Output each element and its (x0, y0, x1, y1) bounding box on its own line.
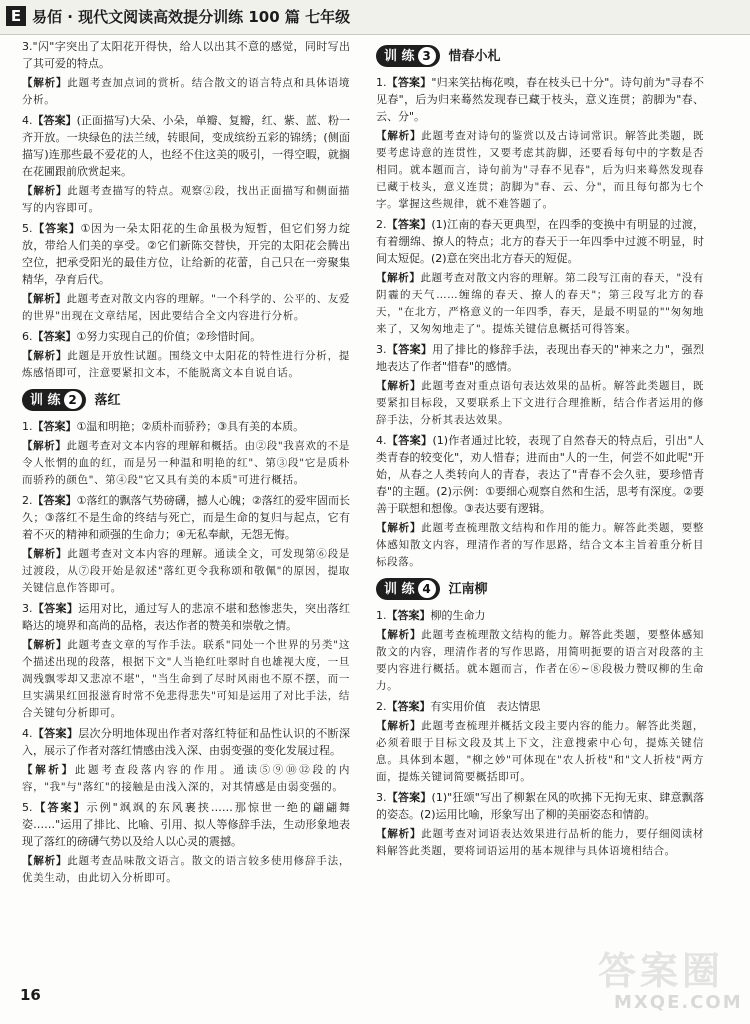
section-title: 惜春小札 (448, 48, 501, 64)
answer-item: 2.【答案】有实用价值 表达情思 (376, 700, 541, 713)
section-heading (376, 577, 704, 601)
watermark-logo: 答案圈 MXQE.COM (598, 949, 743, 1013)
section-heading (22, 388, 350, 412)
explanation-tag: 【解析】 (22, 440, 67, 452)
right-column (376, 38, 704, 863)
explanation-tag: 【解析】 (376, 828, 422, 840)
answer-tag: 【答案】 (386, 343, 433, 356)
answer-tag: 【答案】 (386, 76, 432, 89)
explanation-item: 【解析】此题考查对诗句的鉴赏以及古诗词常识。解答此类题，既要考虑诗意的连贯性，又要考虑其韵脚，还要看每句中的字数是否相同。就本题而言，诗句前为"寻春不见春"，后为归来蓦然发现春已藏于枝头，意义连贯；韵脚为"春、云、分"，而且每句都为七个字。掌握这些规律，就不难答题了。 (376, 130, 705, 210)
training-badge: 训 练 2 (22, 389, 86, 411)
explanation-tag: 【解析】 (376, 380, 422, 392)
explanation-item: 【解析】此题考查对散文内容的理解。"一个科学的、公平的、友爱的世界"出现在文章结尾，因此要结合全文内容进行分析。 (22, 293, 350, 322)
answer-item: 3.【答案】(1)"狂颂"写出了柳絮在风的吹拂下无拘无束、肆意飘落的姿态。(2)运用比喻，形象写出了柳的美丽姿态和情韵。 (376, 791, 705, 821)
explanation-tag: 【解析】 (22, 185, 68, 197)
explanation-tag: 【解析】 (22, 548, 68, 560)
explanation-item: 【解析】此题是开放性试题。围绕文中太阳花的特性进行分析，提炼感悟即可，注意要紧扣文本，不能脱离文本自说自话。 (22, 350, 351, 379)
training-number: 2 (64, 391, 82, 409)
explanation-item: 【解析】此题考查品味散文语言。散文的语言较多使用修辞手法，优美生动，由此切入分析即可。 (22, 855, 351, 884)
explanation-item: 【解析】此题考查加点词的赏析。结合散文的语言特点和具体语境分析。 (22, 77, 351, 106)
answer-tag: 【答案】 (32, 494, 77, 507)
explanation-tag: 【解析】 (22, 77, 68, 89)
explanation-tag: 【解析】 (376, 522, 422, 534)
explanation-item: 【解析】此题考查对文本内容的理解和概括。由②段"我喜欢的不是令人怅惘的血的红，而是另一种温和明艳的红"、第③段"它是质朴而骄矜的颜色"、第④段"它又具有美的本质"可进行概括。 (22, 440, 350, 486)
answer-tag: 【答案】 (386, 791, 432, 804)
explanation-item: 【解析】此题考查梳理散文结构和作用的能力。解答此类题，要整体感知散文内容，理清作者的写作思路，结合文本主旨着重分析目标段落。 (376, 522, 705, 568)
answer-item: 4.【答案】层次分明地体现出作者对落红特征和品性认识的不断深入，展示了作者对落红情感由浅入深、由弱变强的变化发展过程。 (22, 727, 351, 757)
answer-item: 2.【答案】①落红的飘落气势磅礴，撼人心魄；②落红的爱牢固而长久；③落红不是生命的终结与死亡，而是生命的复归与起点，它有着不灭的精神和顽强的生命力；④无私奉献，无怨无悔。 (22, 494, 350, 541)
answer-item: 3.【答案】运用对比，通过写人的悲凉不堪和愁惨悲失，突出落红略达的境界和高尚的品格，表达作者的赞美和崇敬之情。 (22, 602, 351, 632)
answer-tag: 【答案】 (386, 700, 431, 713)
training-number: 4 (418, 580, 436, 598)
section-title: 落红 (94, 392, 121, 408)
section-title: 江南柳 (448, 581, 488, 597)
page-header (0, 0, 750, 35)
explanation-tag: 【解析】 (22, 350, 68, 362)
left-column (22, 38, 350, 890)
explanation-tag: 【解析】 (376, 629, 422, 641)
answer-item: 5.【答案】①因为一朵太阳花的生命虽极为短暂，但它们努力绽放，带给人们美的享受。②它们新陈交替快，开完的太阳花会腾出空位，把承受阳光的最佳方位，让给新的花蕾，自己只在一旁聚集精华，孕育后代。 (22, 222, 350, 286)
answer-text: 3."闪"字突出了太阳花开得快，给人以出其不意的感觉，同时写出了其可爱的特点。 (22, 40, 350, 70)
book-logo: E (6, 6, 26, 26)
explanation-item: 【解析】此题考查对词语表达效果进行品析的能力，要仔细阅读材料解答此类题，要将词语运用的基本规律与具体语境相结合。 (376, 828, 705, 857)
answer-item: 1.【答案】"归来笑拈梅花嗅，春在枝头已十分"。诗句前为"寻春不见春"，后为归来蓦然发现春已藏于枝头，意义连贯；韵脚为"春、云、分"。 (376, 76, 704, 123)
explanation-item: 【解析】此题考查描写的特点。观察②段，找出正面描写和侧面描写的内容即可。 (22, 185, 351, 214)
answer-item: 3.【答案】用了排比的修辞手法，表现出春天的"神来之力"，强烈地表达了作者"惜春"的感情。 (376, 343, 705, 373)
training-number: 3 (418, 47, 436, 65)
explanation-item: 【解析】此题考查对散文内容的理解。第二段写江南的春天，"没有阴霾的天气……缠绵的春天、撩人的春天"；第三段写北方的春天，"在北方，严格意义的一年四季，春天，是最不明显的""匆匆地来了，又匆匆地走了"。提炼关键信息概括可得答案。 (376, 272, 704, 335)
answer-tag: 【答案】 (32, 727, 79, 740)
book-title: 易佰 · 现代文阅读高效提分训练 100 篇 七年级 (32, 8, 351, 26)
answer-item: 2.【答案】(1)江南的春天更典型，在四季的变换中有明显的过渡，有着绷绵、撩人的特点；北方的春天于一年四季中过渡不明显，时间太短促。(2)意在突出北方春天的短促。 (376, 218, 705, 265)
explanation-item: 【解析】此题考查文章的写作手法。联系"同处一个世界的另类"这个描述出现的段落，根据下文"人当艳红吐翠时自也雄视大度，一旦凋残飘零却又悲凉不堪"，"当生命到了尽时风雨也不原不摆，而一旦实满果红回报滋育时常不免悲得悲失"可知是运用了对比手法，结合关键句分析即可。 (22, 639, 350, 719)
answer-tag: 【答案】 (32, 801, 87, 814)
answer-item: 6.【答案】①努力实现自己的价值；②珍惜时间。 (22, 330, 262, 343)
answer-tag: 【答案】 (386, 218, 432, 231)
explanation-item: 【解析】此题考查对文本内容的理解。通读全文，可发现第⑥段是过渡段，从⑦段开始是叙述"落红更令我称颂和敬佩"的原因，提取关键信息作答即可。 (22, 548, 351, 594)
answer-item: 1.【答案】①温和明艳；②质朴而骄矜；③具有美的本质。 (22, 420, 305, 433)
explanation-tag: 【解析】 (22, 764, 75, 776)
answer-tag: 【答案】 (386, 609, 431, 622)
answer-item: 4.【答案】(1)作者通过比较，表现了自然春天的特点后，引出"人类青春的较变化"，劝人惜春；进而由"人的一生，何尝不如此呢"开始，从春之人类转向人的青春，表达了"青春不会久驻，要珍惜青春"的主题。(2)示例：①要细心观察自然和生活，思考有深度。②要善于联想和想像。③表达要有逻辑。 (376, 434, 705, 515)
section-heading (376, 44, 704, 68)
explanation-item: 【解析】此题考查梳理并概括文段主要内容的能力。解答此类题，必须着眼于目标文段及其上下文，注意搜索中心句，提炼关键信息。具体到本题，"柳之妙"可体现在"农人折枝"和"文人折枝"两方面，提炼关键词简要概括即可。 (376, 720, 705, 783)
answer-tag: 【答案】 (32, 602, 79, 615)
training-badge: 训 练 4 (376, 578, 440, 600)
explanation-tag: 【解析】 (376, 130, 422, 142)
answer-tag: 【答案】 (32, 222, 81, 235)
explanation-tag: 【解析】 (376, 720, 422, 732)
explanation-tag: 【解析】 (22, 293, 67, 305)
page-number: 16 (20, 986, 41, 1004)
answer-tag: 【答案】 (32, 420, 77, 433)
explanation-tag: 【解析】 (22, 855, 68, 867)
answer-item: 4.【答案】(正面描写)大朵、小朵，单瓣、复瓣，红、紫、蓝、粉一齐开放。一块绿色的法兰绒，转眼间，变成缤纷五彩的锦绣；(侧面描写)连那些最不爱花的人，也经不住这美的吸引，一得空暇，就搁在花圃跟前欣赏起来。 (22, 114, 350, 178)
answer-tag: 【答案】 (32, 330, 77, 343)
answer-item: 1.【答案】柳的生命力 (376, 609, 486, 622)
explanation-tag: 【解析】 (376, 272, 421, 284)
explanation-item: 【解析】此题考查对重点语句表达效果的品析。解答此类题目，既要紧扣目标段，又要联系上下文进行合理推断，结合作者运用的修辞手法，分析其表达效果。 (376, 380, 705, 426)
explanation-tag: 【解析】 (22, 639, 68, 651)
explanation-item: 【解析】此题考查梳理散文结构的能力。解答此类题，要整体感知散文的内容，理清作者的写作思路，用简明扼要的语言对段落的主要内容进行概括。就本题而言，作者在⑥~⑧段极力赞叹柳的生命力。 (376, 629, 705, 692)
answer-tag: 【答案】 (32, 114, 77, 127)
training-badge: 训 练 3 (376, 45, 440, 67)
explanation-item: 【解析】此题考查段落内容的作用。通读⑤⑨⑩⑫段的内容，"我"与"落红"的接触是由浅入深的，对其情感是由弱变强的。 (22, 764, 350, 793)
answer-tag: 【答案】 (386, 434, 433, 447)
answer-item: 5.【答案】示例"飒飒的东风裹挟……那惊世一绝的翩翩舞姿……"运用了排比、比喻、引用、拟人等修辞手法，生动形象地表现了落红的磅礴气势以及给人以心灵的震撼。 (22, 801, 350, 848)
